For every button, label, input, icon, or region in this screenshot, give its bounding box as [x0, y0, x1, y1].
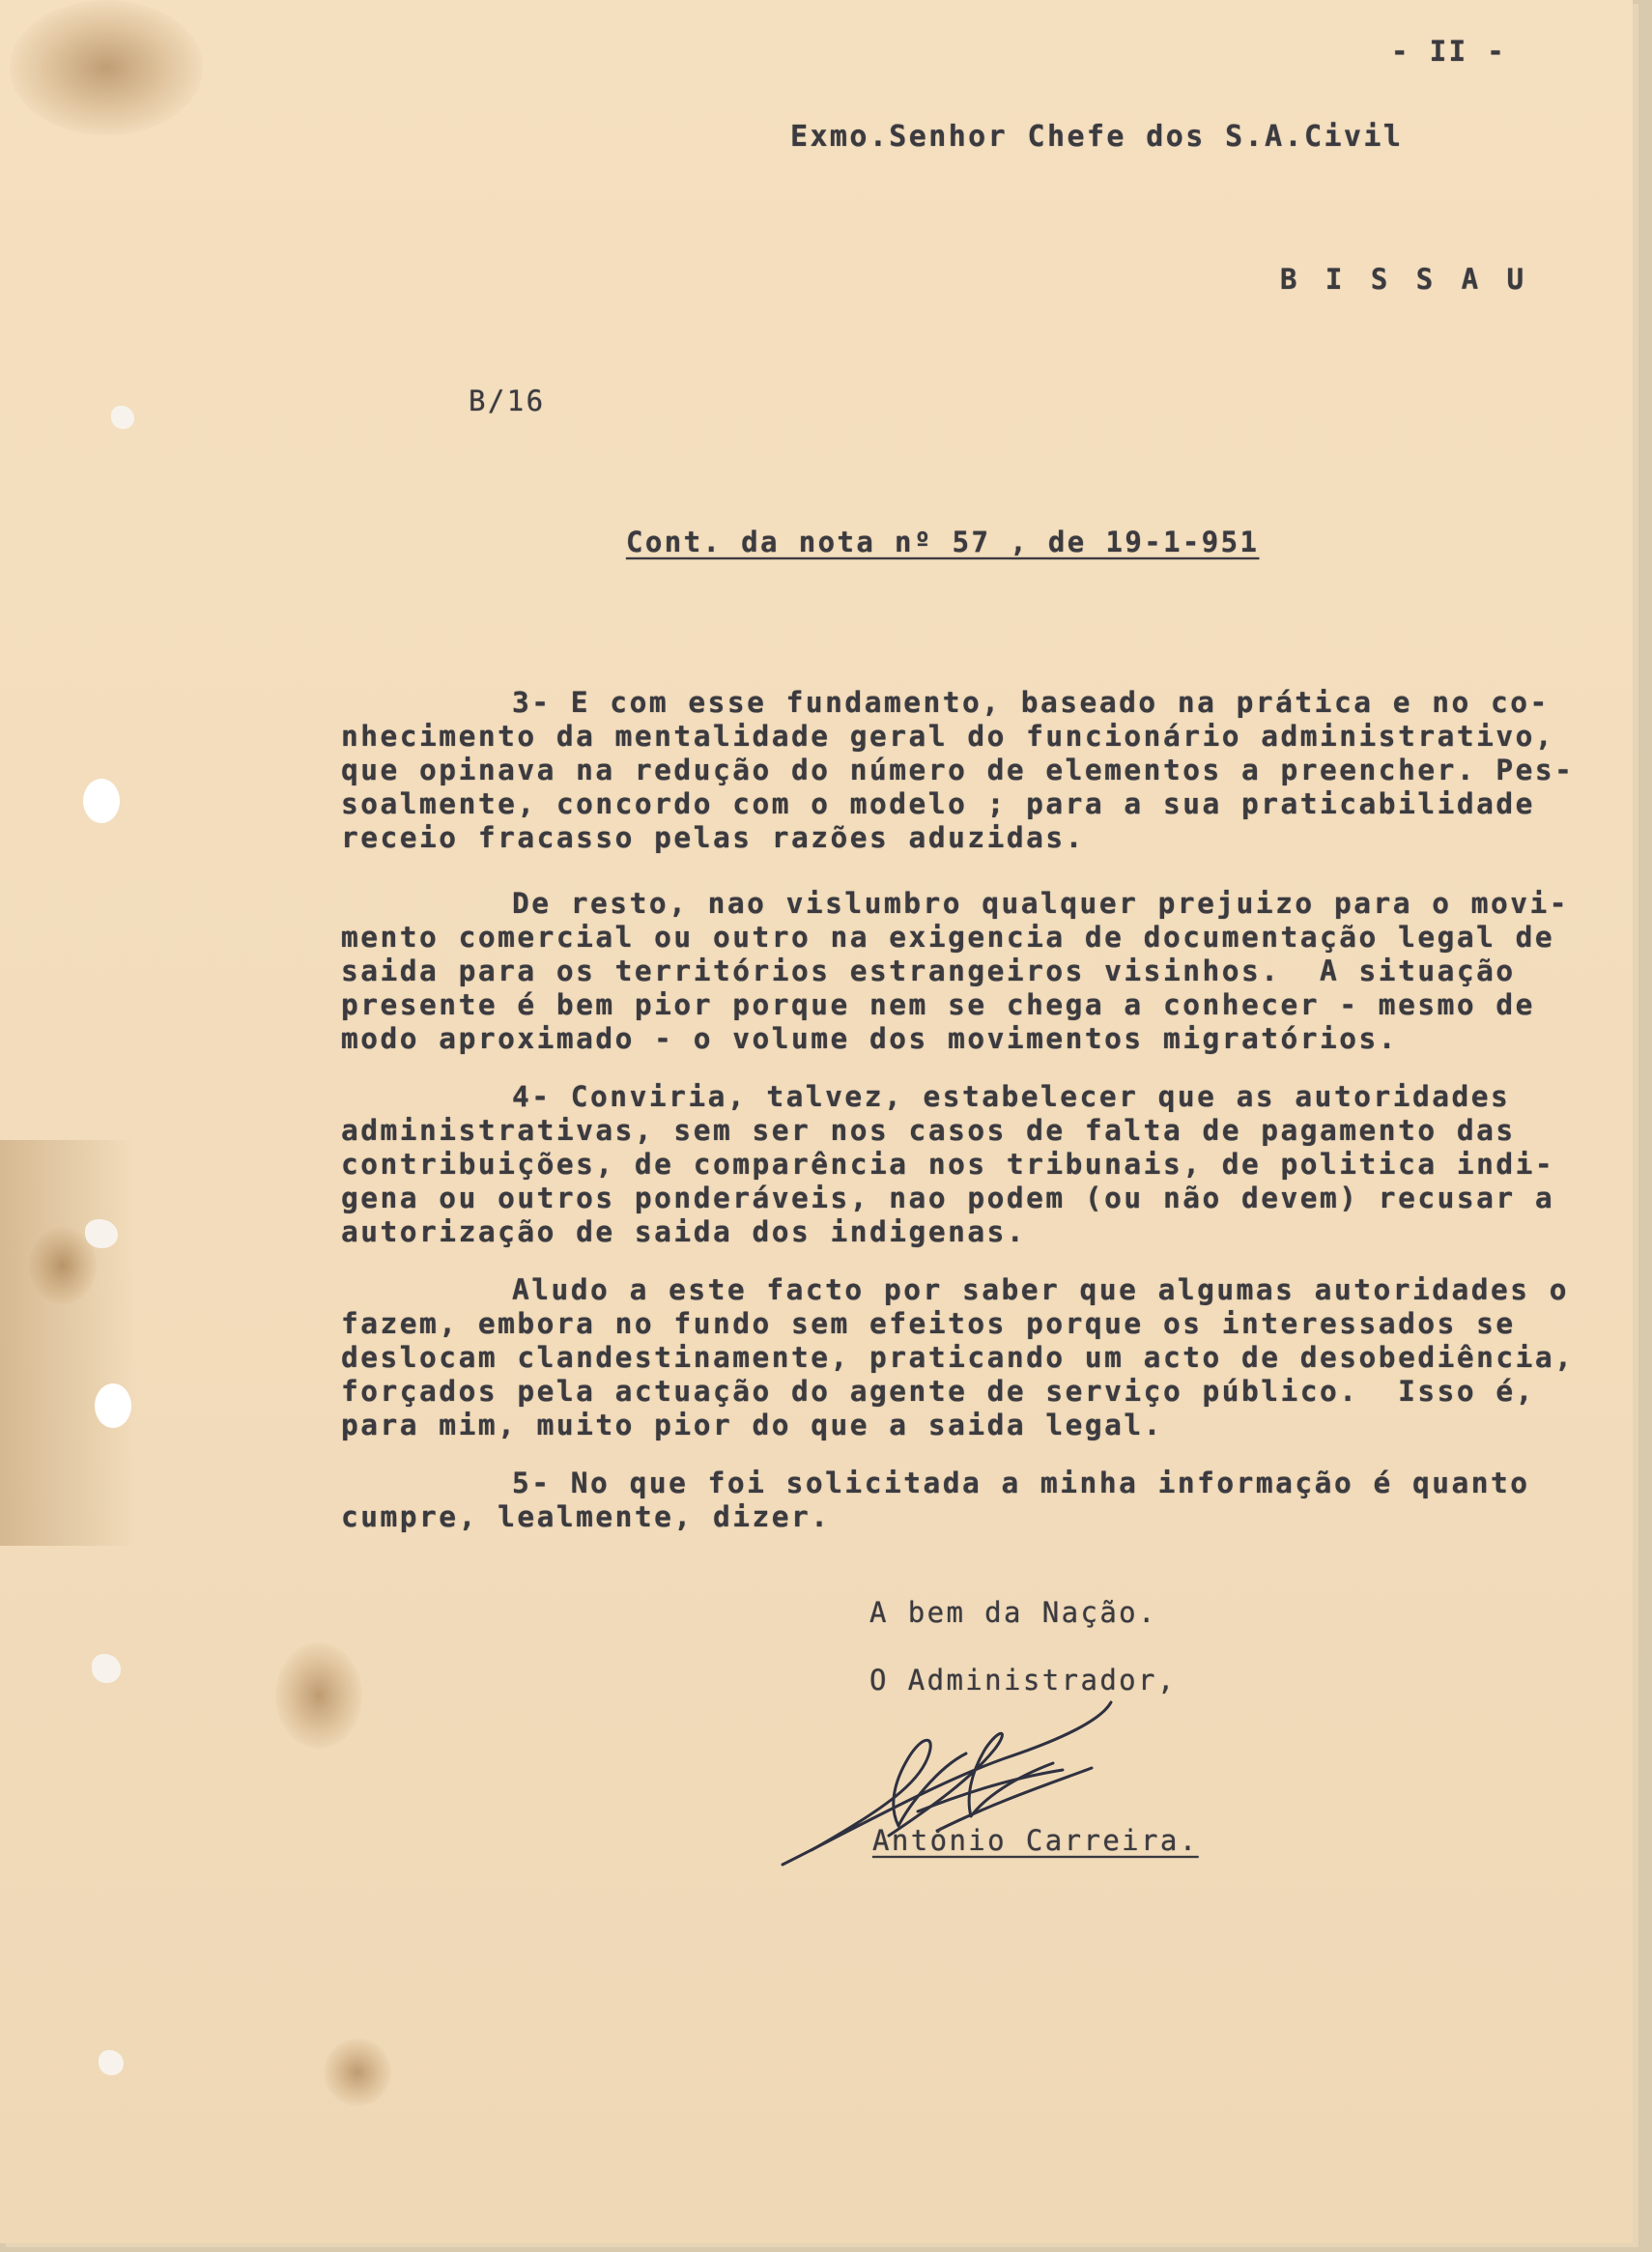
text-line: para mim, muito pior do que a saida legal. [341, 1409, 1163, 1441]
water-stain [0, 1140, 135, 1546]
text-line: 3- E com esse fundamento, baseado na prática e no co- [512, 686, 1550, 719]
punch-hole [85, 1219, 118, 1248]
text-line: modo aproximado - o volume dos movimentos migratórios. [341, 1022, 1399, 1055]
corner-stain [10, 0, 203, 135]
text-line: mento comercial ou outro na exigencia de documentação legal de [341, 921, 1555, 954]
text-line: receio fracasso pelas razões aduzidas. [341, 821, 1085, 854]
text-line: presente é bem pior porque nem se chega a conhecer - mesmo de [341, 988, 1535, 1021]
text-line: contribuições, de comparência nos tribunais, de politica indi- [341, 1148, 1555, 1181]
rust-stain [275, 1642, 362, 1749]
rust-stain [324, 2038, 391, 2106]
text-line: soalmente, concordo com o modelo ; para a sua praticabilidade [341, 787, 1535, 820]
text-line: nhecimento da mentalidade geral do funcionário administrativo, [341, 720, 1555, 753]
text-line: autorização de saida dos indigenas. [341, 1215, 1027, 1248]
punch-hole [111, 406, 134, 429]
text-line: 5- No que foi solicitada a minha informação é quanto [512, 1467, 1530, 1499]
punch-hole [83, 779, 120, 823]
text-line: forçados pela actuação do agente de serviço público. Isso é, [341, 1375, 1535, 1408]
subject-line: Cont. da nota nº 57 , de 19-1-951 [626, 526, 1260, 558]
text-line: gena ou outros ponderáveis, nao podem (ou não devem) recusar a [341, 1182, 1555, 1214]
signatory-name: António Carreira. [872, 1824, 1199, 1857]
text-line: fazem, embora no fundo sem efeitos porque os interessados se [341, 1307, 1516, 1340]
text-line: que opinava na redução do número de elementos a preencher. Pes- [341, 754, 1575, 786]
text-line: deslocam clandestinamente, praticando um acto de desobediência, [341, 1341, 1575, 1374]
page-number: - II - [1391, 35, 1507, 68]
closing-salutation: A bem da Nação. [869, 1596, 1157, 1629]
text-line: De resto, nao vislumbro qualquer prejuizo para o movi- [512, 887, 1570, 920]
punch-hole [99, 2050, 124, 2075]
text-line: saida para os territórios estrangeiros visinhos. A situação [341, 955, 1516, 987]
text-line: cumpre, lealmente, dizer. [341, 1500, 831, 1533]
punch-hole [95, 1383, 131, 1428]
text-line: administrativas, sem ser nos casos de falta de pagamento das [341, 1114, 1516, 1147]
text-line: Aludo a este facto por saber que algumas autoridades o [512, 1273, 1570, 1306]
recipient: Exmo.Senhor Chefe dos S.A.Civil [790, 120, 1404, 154]
reference: B/16 [469, 385, 546, 417]
city: B I S S A U [1280, 263, 1530, 296]
text-line: 4- Conviria, talvez, estabelecer que as autoridades [512, 1080, 1511, 1113]
punch-hole [92, 1654, 121, 1683]
signatory-title: O Administrador, [869, 1664, 1177, 1696]
